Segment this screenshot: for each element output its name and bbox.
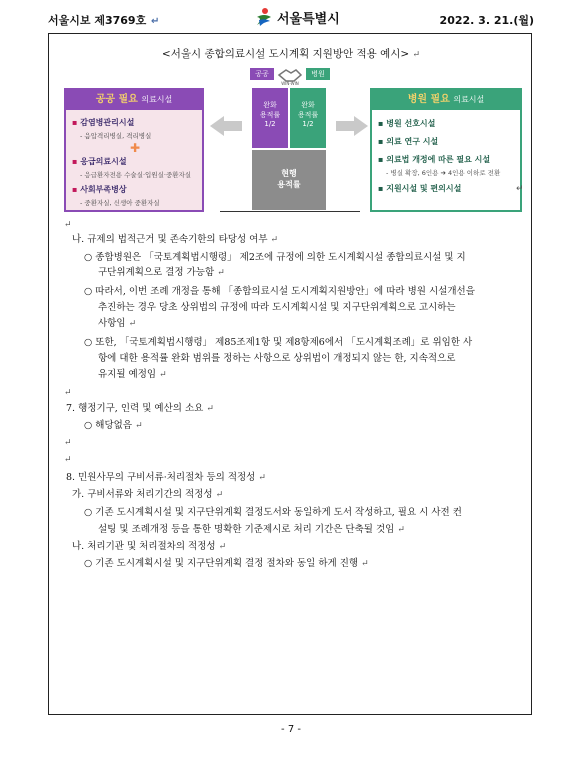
paragraph: ○ 해당없음 ↵ <box>84 420 143 431</box>
arrow-right-shaft <box>336 121 354 131</box>
paragraph: 항에 대한 용적률 완화 범위를 정하는 사항으로 상위법이 개정되지 않는 한, 지속적으로 <box>98 353 456 364</box>
hospital-item: ▪ 의료법 개정에 따른 필요 시설 <box>378 155 491 164</box>
paragraph: 사항임 ↵ <box>98 318 137 329</box>
arrow-left-shaft <box>224 121 242 131</box>
hospital-item-detail: - 병실 확장, 6인용 ➔ 4인용 이하로 전환 <box>386 169 501 177</box>
public-needs-box <box>64 88 204 212</box>
arrow-left-icon <box>210 116 224 136</box>
issue-date: 2022. 3. 21.(월) <box>439 14 534 27</box>
paragraph: ○ 종합병원은 「국토계획법시행령」 제2조에 규정에 의한 도시계획시설 종합의료시설 및 지 <box>84 252 466 263</box>
section-na-heading: 나. 규제의 법적근거 및 존속기한의 타당성 여부 ↵ <box>72 234 279 245</box>
return-mark: ↵ <box>64 388 72 398</box>
return-mark: ↵ <box>64 438 72 448</box>
support-diagram <box>64 66 522 216</box>
return-mark: ↵ <box>516 184 524 194</box>
bar-current-far: 현행 용적률 <box>252 150 326 210</box>
hospital-item: ▪ 의료 연구 시설 <box>378 137 439 146</box>
hospital-item: ▪ 지원시설 및 편의시설 <box>378 184 462 193</box>
bar-public-relaxation: 완화 용적률 1/2 <box>252 88 288 148</box>
paragraph: 유지될 예정임 ↵ <box>98 369 167 380</box>
return-mark: ↵ <box>64 455 72 465</box>
paragraph: ○ 기존 도시계획시설 및 지구단위계획 결정 절차와 동일 하게 진행 ↵ <box>84 558 369 569</box>
public-item: ▪ 감염병관리시설 <box>72 118 135 127</box>
return-mark: ↵ <box>64 220 72 230</box>
paragraph: 구단위계획으로 결정 가능함 ↵ <box>98 267 225 278</box>
paragraph: ○ 따라서, 이번 조례 개정을 통해 「종합의료시설 도시계획지원방안」에 따라 병원 시설개선을 <box>84 286 475 297</box>
paragraph: ○ 기존 도시계획시설 및 지구단위계획 결정도서와 동일하게 도서 작성하고, 필요 시 사전 컨 <box>84 507 462 518</box>
page-header <box>48 6 534 30</box>
public-item-detail: - 응급환자전용 수술실·입원실·중환자실 <box>80 171 192 179</box>
public-item-detail: - 음압격리병실, 격리병실 <box>80 132 152 140</box>
public-needs-heading: 공공 필요 의료시설 <box>66 90 202 110</box>
tag-public: 공공 <box>250 68 274 80</box>
ground-line <box>220 211 360 212</box>
public-item-detail: - 중환자실, 신생아 중환자실 <box>80 199 160 207</box>
paragraph: 설팅 및 조례개정 등을 통한 명확한 기준제시로 처리 기간은 단축될 것임 ↵ <box>98 524 405 535</box>
section-8-heading: 8. 민원사무의 구비서류·처리절차 등의 적정성 ↵ <box>66 472 266 483</box>
figure-title: <서울시 종합의료시설 도시계획 지원방안 적용 예시> ↵ <box>161 48 421 60</box>
page-number: - 7 - <box>281 724 301 735</box>
brand-name: 서울특별시 <box>277 11 340 27</box>
hospital-needs-box <box>370 88 522 212</box>
publication-number: 서울시보 제3769호 ↵ <box>48 14 160 27</box>
section-7-heading: 7. 행정기구, 인력 및 예산의 소요 ↵ <box>66 403 214 414</box>
arrow-right-icon <box>354 116 368 136</box>
plus-icon: ✚ <box>130 141 141 155</box>
hospital-needs-heading: 병원 필요 의료시설 <box>372 90 520 110</box>
public-item: ▪ 사회부족병상 <box>72 185 127 194</box>
public-item: ▪ 응급의료시설 <box>72 157 127 166</box>
seoul-logo <box>255 6 340 28</box>
bar-hospital-relaxation: 완화 용적률 1/2 <box>290 88 326 148</box>
tag-hospital: 병원 <box>306 68 330 80</box>
hospital-item: ▪ 병원 선호시설 <box>378 119 436 128</box>
paragraph: 추진하는 경우 당초 상위법의 규정에 따라 도시계획시설 및 지구단위계획으로 고시하는 <box>98 302 456 313</box>
winwin-label: WIN-WIN <box>281 81 299 86</box>
paragraph: ○ 또한, 「국토계획법시행령」 제85조제1항 및 제8항제6에서 「도시계획조례」로 위임한 사 <box>84 337 473 348</box>
section-8-na-heading: 나. 처리기관 및 처리절차의 적정성 ↵ <box>72 541 227 552</box>
seoul-emblem-icon <box>255 7 273 27</box>
section-8-ga-heading: 가. 구비서류와 처리기간의 적정성 ↵ <box>72 489 224 500</box>
